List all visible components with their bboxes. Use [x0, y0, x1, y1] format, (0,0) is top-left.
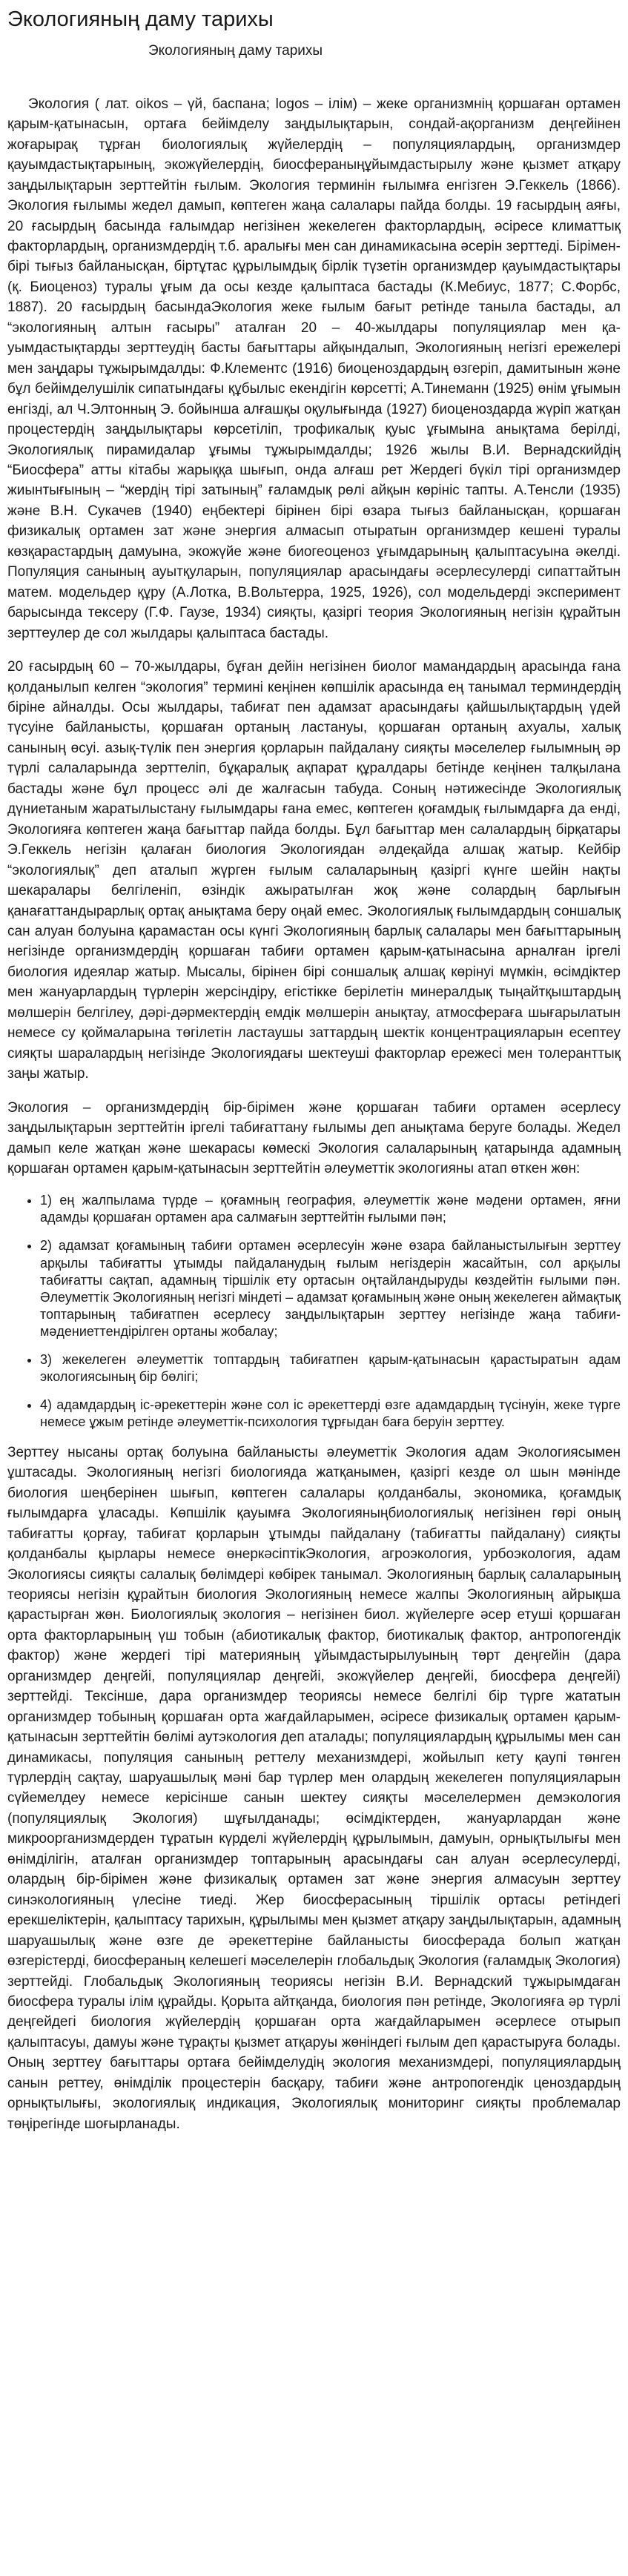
list-item: • 2) адамзат қоғамының табиғи ортамен әсерлесуін және өзара байланыстылығын зерттеу арқылы табиғатты ұтымды пайдаланудың ғылым негіздерін жасайтын, сол арқылы табиғатты сақтап, адамның тіршілік ету ортасын оңтайландыруды көздейтін ғылыми пән. Әлеуметтік Экологияның негізгі міндеті – адамзат қоғамының және оның жекелеген аймақтық топтарының табиғатпен әсерлесу заңдылықтарын зерттеу негізінде жаңа табиғи-мәдениеттендірілген ортаны жобалау;: [40, 1237, 621, 1340]
article-subtitle: Экологияның даму тарихы: [148, 43, 323, 59]
paragraph-intro: Экология ( лат. oikos – үй, баспана; logos – ілім) – жеке организмнің қоршаған ортамен қарым-қатынасын, ортаға бейімделу заңдылықтарын, сондай-ақорганизм деңгейінен жоғарырақ тұрған биологиялық жүйелердің – популяциялардың, организмдер қауымдастықтарының, экожүйелердің, биосфераныңұйымдастырылу және қызмет атқару заңдылықтарын зерттейтін ғылым. Экология терминін ғылымға енгізген Э.Геккель (1866). Экология ғылымы жедел дамып, көптеген жаңа салалары пайда болды. 19 ғасырдың аяғы, 20 ғасырдың басында ғалымдар негізінен жекелеген факторлардың, әсіресе климаттық факторлардың, организмдердің т.б. аралығы мен сан динамикасына әсерін зерттеді. Бірімен-бірі тығыз байланысқан, біртұтас құрылымдық бірлік түзетін организмдер қауымдастықтары (қ. Биоценоз) туралы ұғым да осы кезде қалыптаса бастады (К.Мебиус, 1877; С.Форбс, 1887). 20 ғасырдың басындаЭкология жеке ғылым бағыт ретінде таныла бастады, ал “экологияның алтын ғасыры” аталған 20 – 40-жылдары популяциялар мен қа-уымдастықтарды зерттеудің басты бағыттары айқындалып, Экологияның негізгі ережелері мен заңдары тұжырымдалды: Ф.Клементс (1916) биоценоздардың өзгеріп, дамитынын және бұл бейімделушілік сипатындағы құбылыс екендігін көрсетті; А.Тинеманн (1925) өнім ұғымын енгізді, ал Ч.Элтонның Э. бойынша алғашқы оқулығында (1927) биоценоздарда жүріп жатқан процестердің заңдылықтары көрсетіліп, трофикалық қуыс ұғымына анықтама берілді, Экологиялық пирамидалар ұғымы тұжырымдалды; 1926 жылы В.И. Вернадскийдің “Биосфера” атты кітабы жарыққа шығып, онда алғаш рет Жердегі бүкіл тірі организмдер жиынтығының – “жердің тірі затының” ғаламдық рөлі айқын көрініс тапты. А.Тенсли (1935) және В.Н. Сукачев (1940) еңбектері бірінен бірі өзара тығыз байланысқан, қоршаған физикалық ортамен зат және энергия алмасып отыратын организмдер кешені туралы көзқарастардың дамуына, экожүйе және биогеоценоз ұғымдарының қалыптасуына әкелді. Популяция санының ауытқуларын, популяциялар арасындағы әсерлесулерді сипаттайтын матем. модельдер құру (А.Лотка, В.Вольтерра, 1925, 1926), сол модельдерді эксперимент барысында тексеру (Г.Ф. Гаузе, 1934) сияқты, қазіргі теория Экологияның негізін құрайтын зерттеулер де сол жылдары қалыптаса бастады.: [7, 96, 621, 641]
page-title: Экологияның даму тарихы: [7, 7, 274, 31]
paragraph-definition: Экология – организмдердің бір-бірімен және қоршаған табиғи ортамен әсерлесу заңдылықтарын зерттейтін іргелі табиғаттану ғылымы деп анықтама беруге болады. Жедел дамып келе жатқан және шекарасы көмескі Экология салаларының қатарында адамның қоршаған ортамен қарым-қатынасын зерттейтін әлеуметтік экологияны атап өткен жөн:: [7, 1099, 621, 1176]
paragraph-branches: Зерттеу нысаны ортақ болуына байланысты әлеуметтік Экология адам Экологиясымен ұштасады. Экологияның негізгі биологияда жатқанымен, қазіргі кезде ол шын мәнінде биология шеңберінен шығып, көптеген салалары қолданбалы, экономика, қоғамдық ғылымдарға ұласады. Көпшілік қауымға Экологияныңбиологиялық негізінен гөрі оның табиғатты қорғау, табиғат қорларын ұтымды пайдалану (табиғатты пайдалану) сияқты қолданбалы қырлары немесе өнеркәсіптікЭкология, агроэкология, урбоэкология, адам Экологиясы сияқты салалық бөлімдері көбірек танымал. Экологияның барлық салаларының теориясы негізін құрайтын биология Экологияның немесе жалпы Экологияның айрықша қарастырған жөн. Биологиялық экология – негізінен биол. жүйелерге әсер етуші қоршаған орта факторларының үш тобын (абиотикалық фактор, биотикалық фактор, антропогендік фактор) және жердегі тірі материяның ұйымдастырылуының төрт деңгейін (дара организмдер деңгейі, популяциялар деңгейі, экожүйелер деңгейі, биосфера деңгейі) зерттейді. Тексінше, дара организмдер теориясы немесе белгілі бір түрге жататын организмдер тобының қоршаған орта жағдайларымен, әсіресе физикалық ортамен қарым-қатынасын зерттейтін бөлімі аутэкология деп аталады; популяциялардың құрылымы мен сан динамикасы, популяция санының реттелу механизмдері, жойылып кету қаупі төнген түрлердің сақтау, шаруашылық мәні бар түрлер мен олардың жекелеген популяцияларын сүйемелдеу немесе керісінше санын шектеу сияқты мәселелермен демэкология (популяциялық Экология) шұғылданады; өсімдіктерден, жануарлардан және микроорганизмдерден тұратын күрделі жүйелердің құрылымын, дамуын, орнықтылығы мен өнімділігін, аталған организмдер топтарының арасындағы сан алуан әсерлесулерді, олардың бір-бірімен және физикалық ортамен зат және энергия алмасуын зерттеу синэкологияның үлесіне тиеді. Жер биосферасының тіршілік ортасы ретіндегі ерекшеліктерін, қалыптасу тарихын, құрылымы мен қызмет атқару заңдылықтарын, адамның шаруашылық және өзге де әрекеттеріне байланысты биосферада болып жатқан өзгерістерді, биосфераның келешегі мәселелерін глобальдық Экология (ғаламдық Экология) зерттейді. Глобальдық Экологияның теориясы негізін В.И. Вернадский тұжырымдаған биосфера туралы ілім құрайды. Қорыта айтқанда, биология пән ретінде, Экологияға әр түрлі деңгейдегі биология жүйелердің қоршаған орта жағдайларымен әсерлесе отырып қалыптасуы, дамуы және тұрақты қызмет атқаруы жөніндегі ғылым деп қарастыруға болады. Оның зерттеу бағыттары ортаға бейімделудің экология механизмдері, популяциялардың санын реттеу, өнімділік процестерін басқару, табиғи және антропогендік ценоздардың орнықтылығы, экологиялық индикация, Экологиялық мониторинг сияқты проблемалар төңірегінде шоғырланады.: [7, 1444, 621, 2132]
list-item: • 1) ең жалпылама түрде – қоғамның география, әлеуметтік және мәдени ортамен, яғни адамды қоршаған ортамен ара салмағын зерттейтін ғылыми пән;: [40, 1192, 621, 1226]
social-ecology-list: [7, 1192, 621, 1430]
list-item: • 3) жекелеген әлеуметтік топтардың табиғатпен қарым-қатынасын қарастыратын адам экологиясының бір бөлігі;: [40, 1351, 621, 1385]
list-item: • 4) адамдардың іс-әрекеттерін және сол іс әрекеттерді өзге адамдардың түсінуін, жеке түрге немесе ұжым ретінде әлеуметтік-психология тұрғыдан баға беруін зерттеу.: [40, 1397, 621, 1431]
paragraph-history: 20 ғасырдың 60 – 70-жылдары, бұған дейін негізінен биолог мамандардың арасында ғана қолданылып келген “экология” термині кеңінен көпшілік арасында ең танымал терминдердің біріне айналды. Осы жылдары, табиғат пен адамзат арасындағы қайшылықтардың үдей түсуіне байланысты, қоршаған ортаның ластануы, қоршаған ортаның ахуалы, халық санының өсуі. азық-түлік пен энергия қорларын пайдалану сияқты мәселелер ғылымның әр түрлі салаларында зерттеліп, бұқаралық ақпарат құралдары бетінде кеңінен талқылана бастады және бұл процесс әлі де жалғасын табуда. Соның нәтижесіндe Экологиялық дүниетаным жаратылыстану ғылымдары ғана емес, көптеген қоғамдық ғылымдарға да енді, Экологияға көптеген жаңа бағыттар пайда болды. Бұл бағыттар мен салалардың бірқатары Э.Геккель негізін қалаған биология Экологиядан әлдеқайда алшақ жатыр. Кейбір “экологиялық” деп аталып жүрген ғылым салаларының қазіргі күнге шейін нақты шекаралары белгіленіп, өзіндік ажыратылған жоқ және солардың барлығын қанағаттандырарлық ортақ анықтама беру оңай емес. Экологиялық ғылымдардың соншалық сан алуан болуына қарамастан осы күнгі Экологияның барлық салалары мен бағыттарының негізінде организмдердің қоршаған табиғи ортамен қарым-қатынасына арналған іргелі биология идеялар жатыр. Мысалы, бірінен бірі соншалық алшақ көрінуі мүмкін, өсімдіктер мен жануарлардың түрлерін жерсіндіру, егістікке берілетін минералдық тыңайтқыштардың мөлшерін белгілеу, дәрі-дәрмектердің емдік мөлшерін анықтау, атмосфераға шығарылатын немесе су қоймаларына төгілетін ластаушы заттардың шектік концентрацияларын есептеу сияқты шаралардың негізінде Экологиядағы шектеуші факторлар ережесі мен толеранттық заңы жатыр.: [7, 659, 621, 1082]
